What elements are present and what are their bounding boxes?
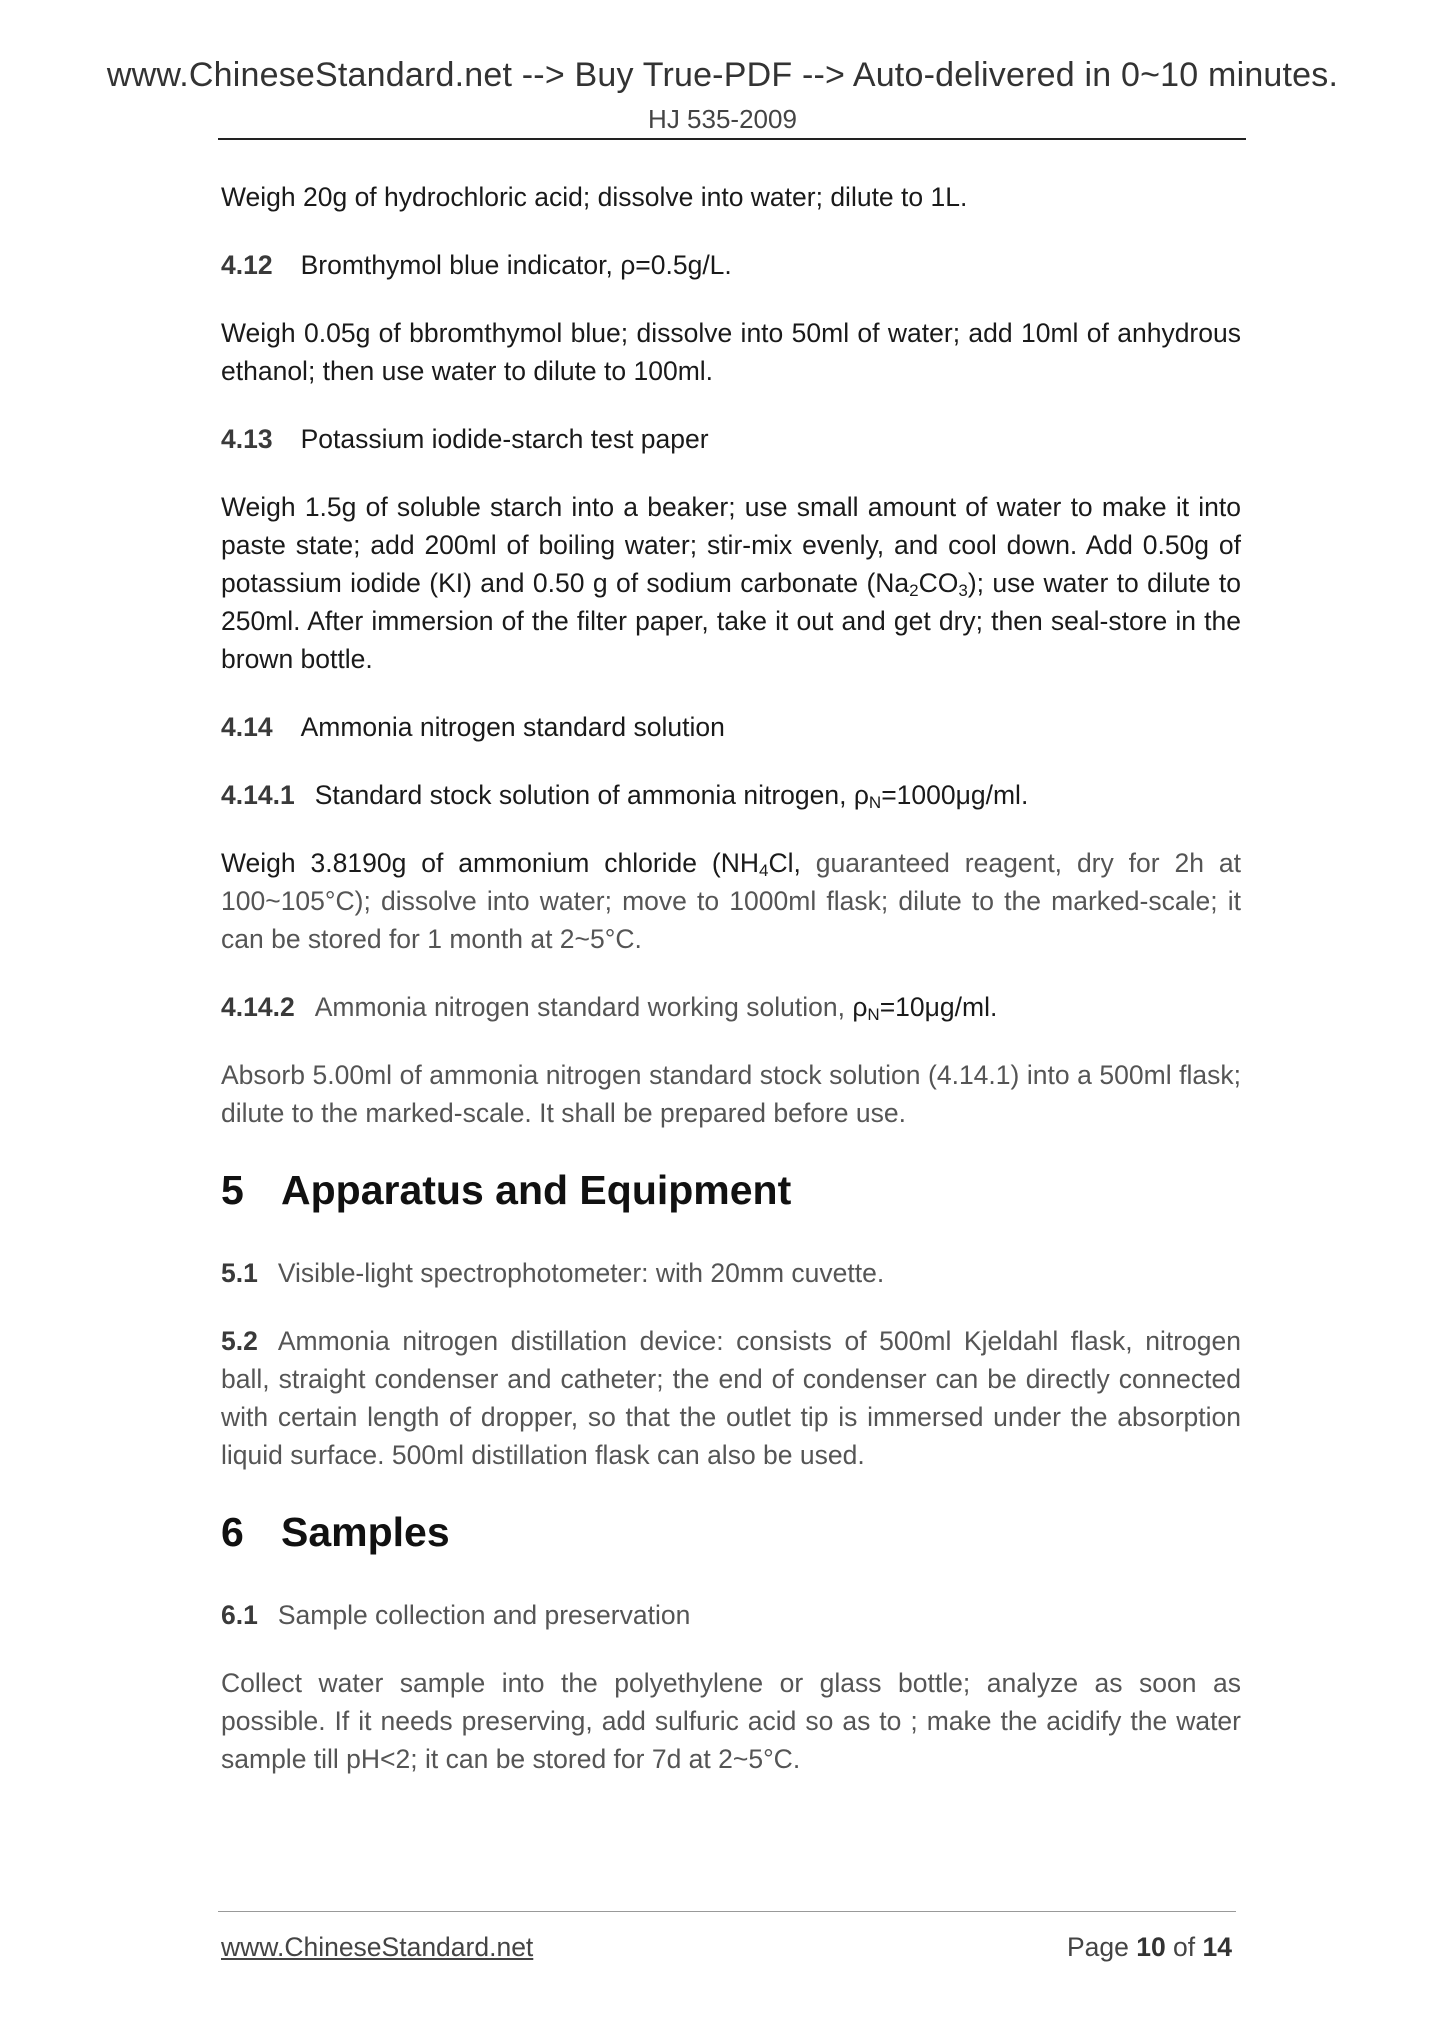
text-run: Weigh 3.8190g of ammonium chloride (NH	[221, 848, 760, 878]
clause-number: 4.13	[221, 424, 273, 454]
section-title: Apparatus and Equipment	[281, 1167, 792, 1213]
footer-divider	[218, 1911, 1236, 1912]
clause-number: 4.14	[221, 712, 273, 742]
paragraph-6-1: Collect water sample into the polyethylene or glass bottle; analyze as soon as possible. If it needs preserving, add sulfuric acid so as to ; make the acidify the water sample till pH<2; it can be stored for 7d at 2~5°C.	[221, 1668, 1241, 1774]
text-run: CO	[918, 568, 959, 598]
clause-text: Ammonia nitrogen distillation device: consists of 500ml Kjeldahl flask, nitrogen ball, straight condenser and catheter; the end of condenser can be directly connected with certain length of dropper, so that the outlet tip is immersed under the absorption liquid surface. 500ml distillation flask can also be used.	[221, 1326, 1241, 1470]
section-heading-6	[221, 1508, 1241, 1556]
page-of-label: of	[1165, 1932, 1203, 1962]
clause-text: Visible-light spectrophotometer: with 20mm cuvette.	[277, 1258, 885, 1288]
subscript: 2	[909, 581, 919, 600]
clause-number: 4.12	[221, 250, 273, 280]
section-heading-5	[221, 1166, 1241, 1214]
clause-number: 5.1	[221, 1258, 258, 1288]
text-run: guaranteed reagent, dry for 2h at 100~105°C); dissolve into water; move to 1000ml flask; dilute to the marked-scale; it can be stored for 1 month at 2~5°C.	[221, 848, 1241, 954]
clause-title: Sample collection and preservation	[277, 1600, 691, 1630]
paragraph-4-14-1	[221, 844, 1241, 958]
paragraph-hydrochloric-acid: Weigh 20g of hydrochloric acid; dissolve into water; dilute to 1L.	[221, 182, 968, 212]
clause-title: Ammonia nitrogen standard working solution,	[314, 992, 853, 1022]
clause-number: 4.14.1	[221, 780, 295, 810]
page-content	[221, 178, 1241, 1808]
clause-title: Bromthymol blue indicator, ρ=0.5g/L.	[300, 250, 732, 280]
paragraph-4-12: Weigh 0.05g of bbromthymol blue; dissolve into 50ml of water; add 10ml of anhydrous ethanol; then use water to dilute to 100ml.	[221, 318, 1241, 386]
document-code: HJ 535-2009	[648, 104, 797, 134]
clause-title: Ammonia nitrogen standard solution	[300, 712, 725, 742]
clause-title-suffix: =10μg/ml.	[879, 992, 998, 1022]
footer-website-link[interactable]: www.ChineseStandard.net	[221, 1932, 534, 1962]
clause-number: 5.2	[221, 1326, 258, 1356]
page-label: Page	[1066, 1932, 1137, 1962]
clause-4-14	[221, 708, 1241, 746]
current-page: 10	[1136, 1932, 1166, 1962]
section-title: Samples	[281, 1509, 450, 1555]
page-number	[1067, 1932, 1232, 1963]
clause-4-14-2	[221, 988, 1241, 1026]
total-pages: 14	[1202, 1932, 1232, 1962]
rho-symbol: ρ	[852, 992, 868, 1022]
clause-title: Potassium iodide-starch test paper	[300, 424, 709, 454]
text-run: Weigh 1.5g of soluble starch into a beaker; use small amount of water to make it into paste state; add 200ml of boiling water; stir-mix evenly, and cool down. Add 0.50g of potassium iodide (KI) and 0.50 g of sodium carbonate (Na	[221, 492, 1241, 598]
clause-title-suffix: =1000μg/ml.	[881, 780, 1029, 810]
clause-5-1	[221, 1254, 1241, 1292]
clause-4-12	[221, 246, 1241, 284]
text-run: ); use water to dilute to 250ml. After immersion of the filter paper, take it out and get dry; then seal-store in the brown bottle.	[221, 568, 1241, 674]
header-divider	[218, 138, 1246, 140]
clause-4-14-1	[221, 776, 1241, 814]
paragraph-4-14-2: Absorb 5.00ml of ammonia nitrogen standard stock solution (4.14.1) into a 500ml flask; dilute to the marked-scale. It shall be prepared before use.	[221, 1060, 1241, 1128]
text-run: Cl,	[768, 848, 801, 878]
subscript: 3	[958, 581, 968, 600]
section-number: 6	[221, 1509, 244, 1555]
clause-5-2	[221, 1322, 1241, 1474]
clause-4-13	[221, 420, 1241, 458]
clause-number: 4.14.2	[221, 992, 295, 1022]
header-banner[interactable]: www.ChineseStandard.net --> Buy True-PDF --> Auto-delivered in 0~10 minutes.	[106, 56, 1339, 94]
clause-number: 6.1	[221, 1600, 258, 1630]
clause-title: Standard stock solution of ammonia nitrogen, ρ	[314, 780, 869, 810]
clause-6-1	[221, 1596, 1241, 1634]
subscript: N	[867, 1005, 880, 1024]
subscript: 4	[759, 861, 769, 880]
section-number: 5	[221, 1167, 244, 1213]
paragraph-4-13	[221, 488, 1241, 678]
subscript: N	[868, 793, 882, 812]
